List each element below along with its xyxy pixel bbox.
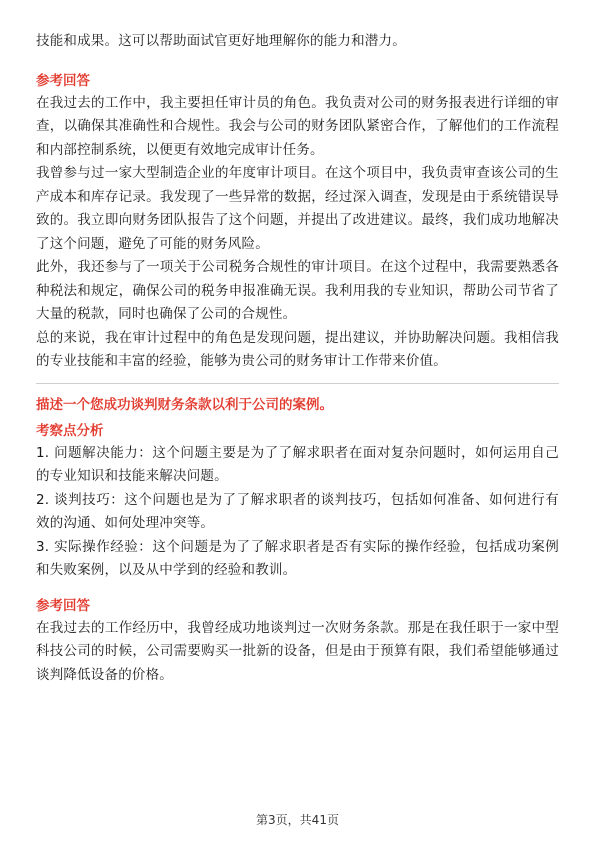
page-footer: 第3页，共41页 bbox=[256, 813, 339, 827]
analysis-point: 1. 问题解决能力：这个问题主要是为了了解求职者在面对复杂问题时，如何运用自己的专业知识和技能来解决问题。 bbox=[36, 444, 559, 484]
answer-paragraph: 在我过去的工作经历中，我曾经成功地谈判过一次财务条款。那是在我任职于一家中型科技公司的时候，公司需要购买一批新的设备，但是由于预算有限，我们希望能够通过谈判降低设备的价格。 bbox=[36, 619, 559, 683]
answer-paragraph: 我曾参与过一家大型制造企业的年度审计项目。在这个项目中，我负责审查该公司的生产成本和库存记录。我发现了一些异常的数据，经过深入调查，发现是由于系统错误导致的。我立即向财务团队报告了这个问题，并提出了改进建议。最终，我们成功地解决了这个问题，避免了可能的财务风险。 bbox=[36, 165, 559, 252]
analysis-point: 3. 实际操作经验：这个问题是为了了解求职者是否有实际的操作经验，包括成功案例和失败案例，以及从中学到的经验和教训。 bbox=[36, 538, 559, 578]
answer-paragraph: 总的来说，我在审计过程中的角色是发现问题，提出建议，并协助解决问题。我相信我的专业技能和丰富的经验，能够为贵公司的财务审计工作带来价值。 bbox=[36, 329, 559, 369]
document-page bbox=[36, 0, 559, 687]
answer-label: 参考回答 bbox=[36, 72, 90, 89]
answer-paragraph: 在我过去的工作中，我主要担任审计员的角色。我负责对公司的财务报表进行详细的审查，以确保其准确性和合规性。我会与公司的财务团队紧密合作，了解他们的工作流程和内部控制系统，以便更有效地完成审计任务。 bbox=[36, 94, 559, 158]
answer-paragraph: 此外，我还参与了一项关于公司税务合规性的审计项目。在这个过程中，我需要熟悉各种税法和规定，确保公司的税务申报准确无误。我利用我的专业知识，帮助公司节省了大量的税款，同时也确保了公司的合规性。 bbox=[36, 259, 559, 322]
analysis-label: 考察点分析 bbox=[36, 422, 104, 439]
analysis-point: 2. 谈判技巧：这个问题也是为了了解求职者的谈判技巧，包括如何准备、如何进行有效的沟通、如何处理冲突等。 bbox=[36, 491, 559, 531]
question-heading: 描述一个您成功谈判财务条款以利于公司的案例。 bbox=[36, 396, 333, 413]
top-paragraph: 技能和成果。这可以帮助面试官更好地理解你的能力和潜力。 bbox=[36, 33, 406, 49]
section-divider bbox=[36, 383, 559, 384]
answer-label: 参考回答 bbox=[36, 597, 90, 614]
